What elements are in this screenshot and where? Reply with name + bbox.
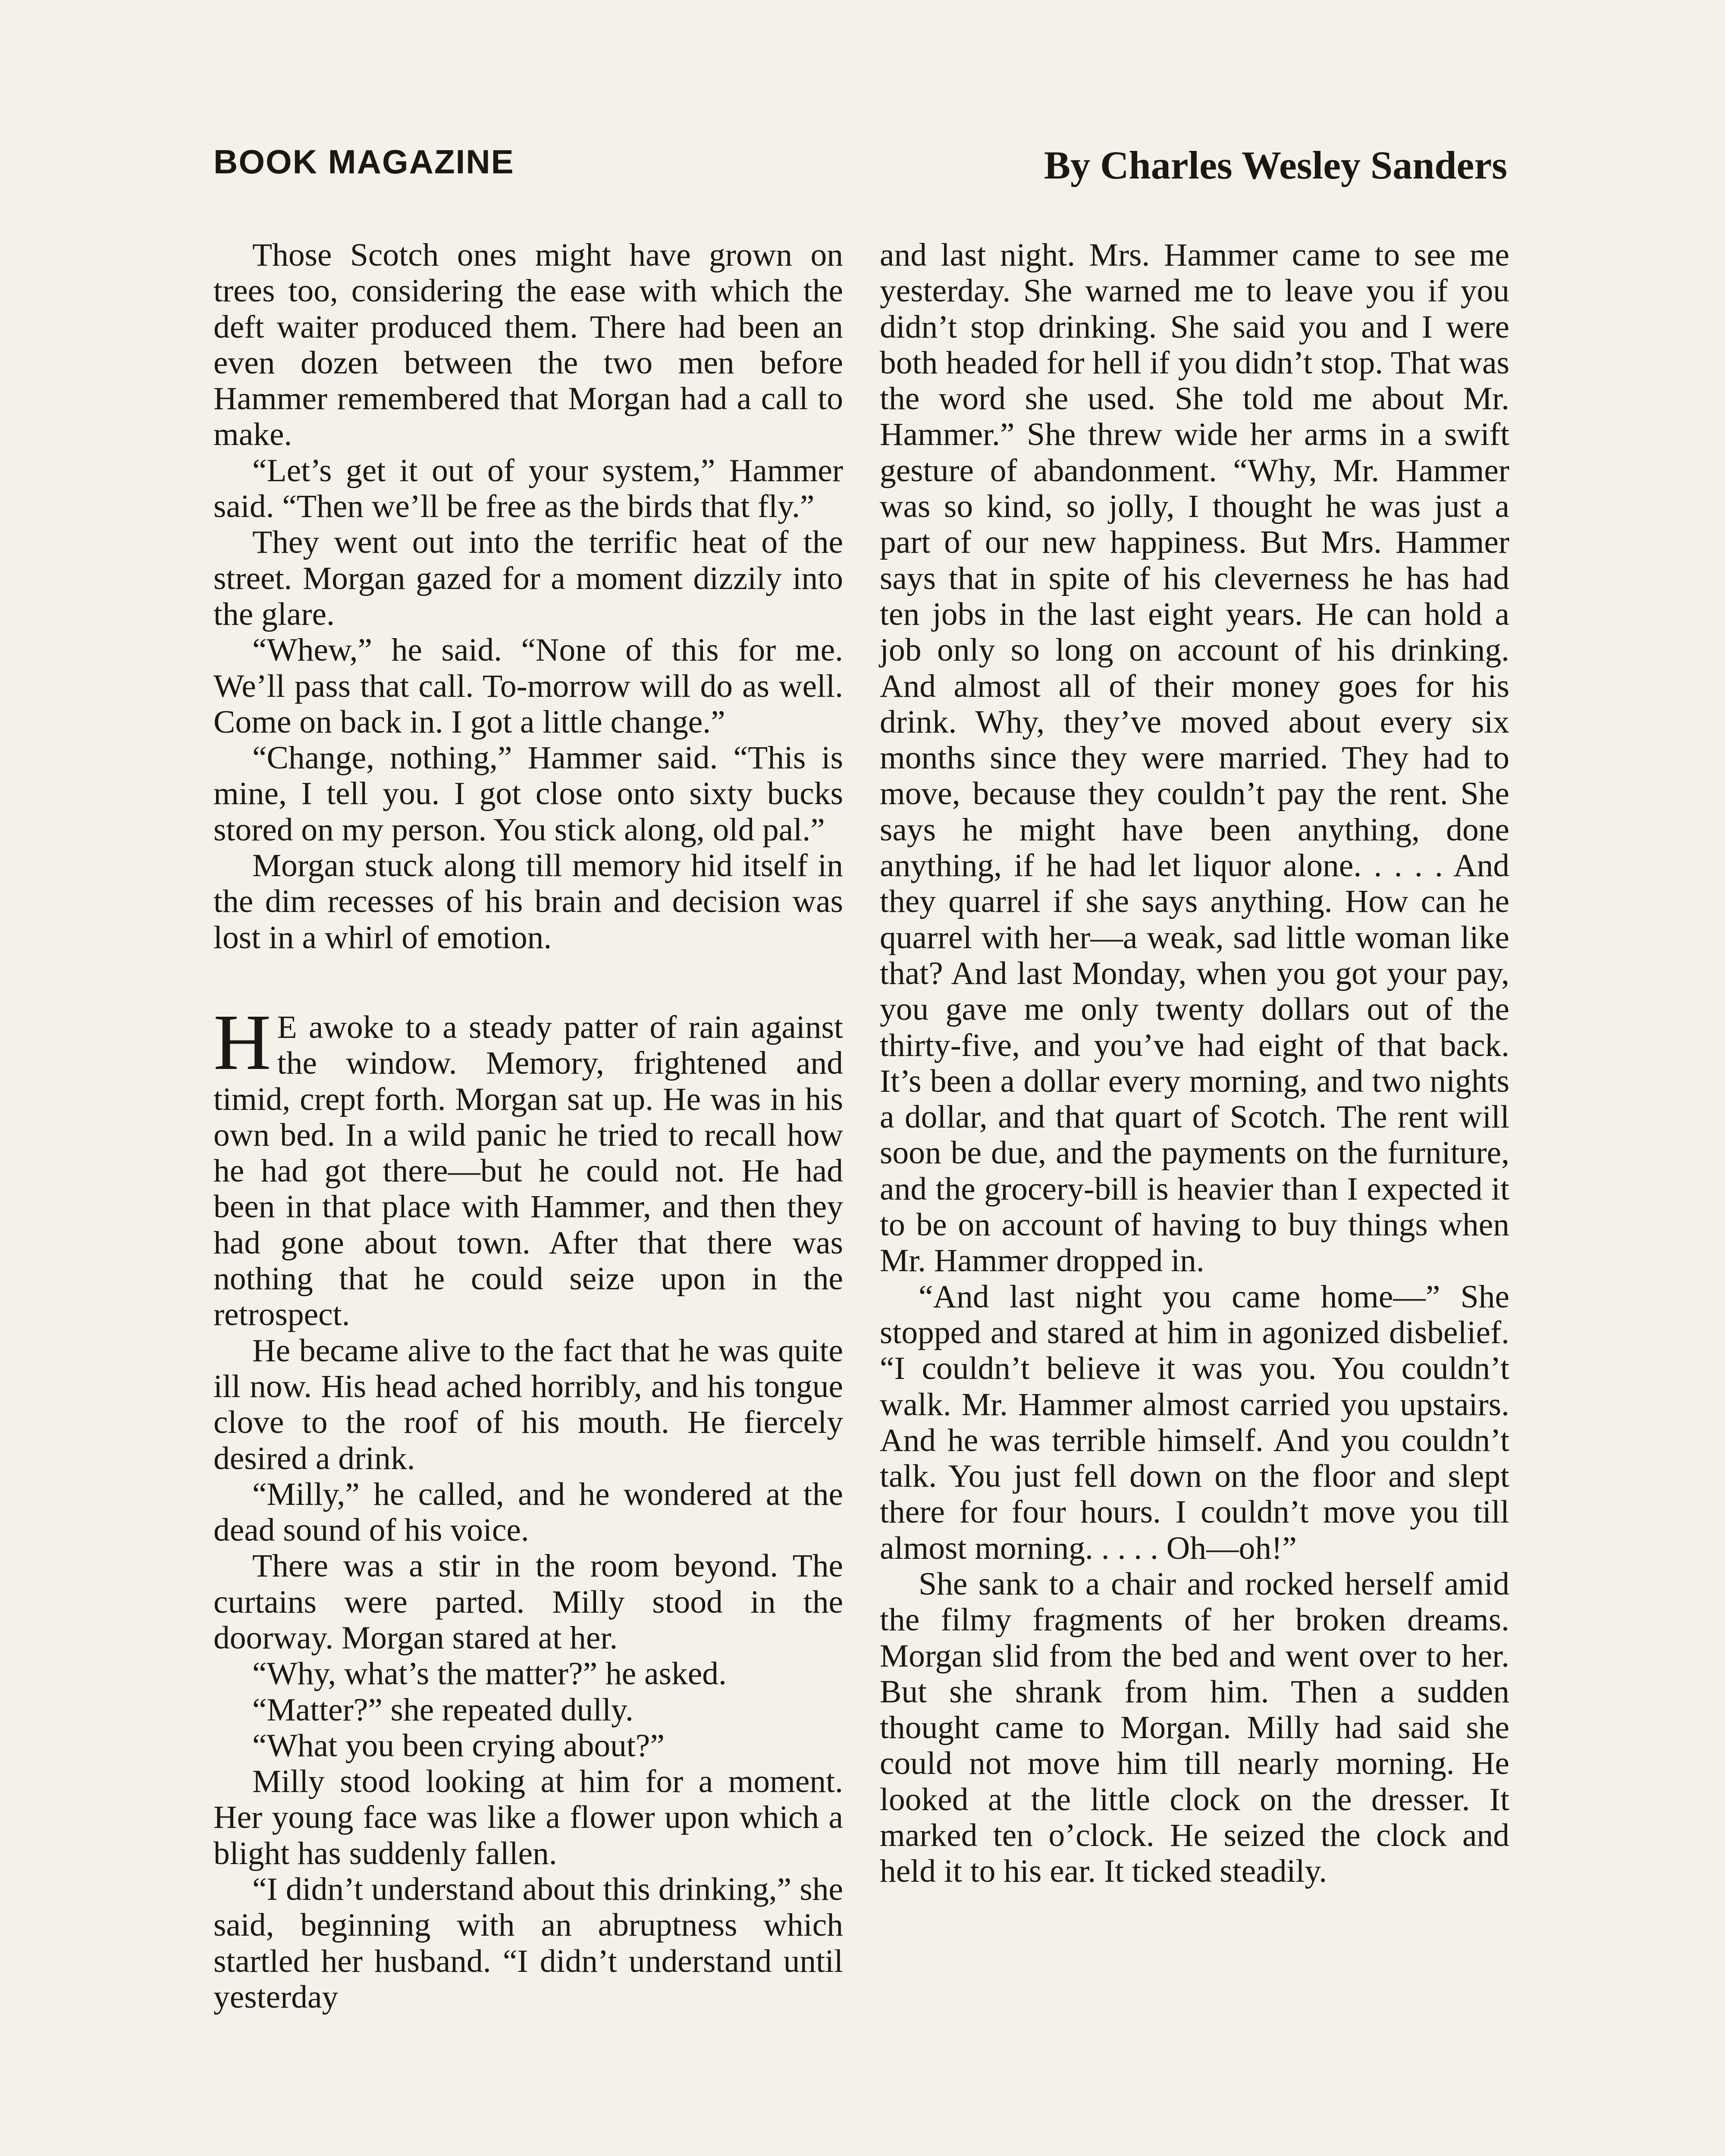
section-opening-paragraph bbox=[213, 998, 843, 1333]
paragraph: “Why, what’s the matter?” he asked. bbox=[252, 1656, 727, 1692]
paragraph: “Whew,” he said. “None of this for me. We’ll pass that call. To-morrow will do as well. Come on back in. I got a little change.” bbox=[213, 632, 843, 740]
paragraph: There was a stir in the room beyond. The curtains were parted. Milly stood in the doorway. Morgan stared at her. bbox=[213, 1548, 843, 1656]
paragraph: They went out into the terrific heat of the street. Morgan gazed for a moment dizzily into the glare. bbox=[213, 524, 843, 632]
paragraph: She sank to a chair and rocked herself amid the filmy fragments of her broken dreams. Morgan slid from the bed and went over to her. But she shrank from him. Then a sudden thought came to Morgan. Milly had said she could not move him till nearly morning. He looked at the little clock on the dresser. It marked ten o’clock. He seized the clock and held it to his ear. It ticked steadily. bbox=[880, 1566, 1509, 1890]
paragraph: “Matter?” she repeated dully. bbox=[252, 1692, 634, 1728]
paragraph: “What you been crying about?” bbox=[252, 1727, 665, 1764]
paragraph: “Change, nothing,” Hammer said. “This is mine, I tell you. I got close onto sixty bucks stored on my person. You stick along, old pal.” bbox=[213, 740, 843, 848]
paragraph: “And last night you came home—” She stopped and stared at him in agonized disbelief. “I couldn’t believe it was you. You couldn’t walk. Mr. Hammer almost carried you upstairs. And he was terrible himself. And you couldn’t talk. You just fell down on the floor and slept there for four hours. I couldn’t move you till almost morning. . . . . Oh—oh!” bbox=[880, 1279, 1509, 1566]
author-byline: By Charles Wesley Sanders bbox=[1044, 143, 1507, 187]
text-column-right bbox=[880, 237, 1509, 1890]
magazine-title: BOOK MAGAZINE bbox=[213, 143, 514, 181]
paragraph: “Milly,” he called, and he wondered at the dead sound of his voice. bbox=[213, 1476, 843, 1548]
paragraph: He became alive to the fact that he was quite ill now. His head ached horribly, and his tongue clove to the roof of his mouth. He fiercely desired a drink. bbox=[213, 1332, 843, 1476]
paragraph: Morgan stuck along till memory hid itself in the dim recesses of his brain and decision was lost in a whirl of emotion. bbox=[213, 848, 843, 956]
drop-cap: H bbox=[213, 998, 271, 1087]
running-header bbox=[213, 142, 1507, 194]
continued-paragraph: and last night. Mrs. Hammer came to see me yesterday. She warned me to leave you if you didn’t stop drinking. She said you and I were both headed for hell if you didn’t stop. That was the word she used. She told me about Mr. Hammer.” She threw wide her arms in a swift gesture of abandonment. “Why, Mr. Hammer was so kind, so jolly, I thought he was just a part of our new happiness. But Mrs. Hammer says that in spite of his cleverness he has had ten jobs in the last eight years. He can hold a job only so long on account of his drinking. And almost all of their money goes for his drink. Why, they’ve moved about every six months since they were married. They had to move, because they couldn’t pay the rent. She says he might have been anything, done anything, if he had let liquor alone. . . . . And they quarrel if she says anything. How can he quarrel with her—a weak, sad little woman like that? And last Monday, when you got your pay, you gave me only twenty dollars out of the thirty-five, and you’ve had eight of that back. It’s been a dollar every morning, and two nights a dollar, and that quart of Scotch. The rent will soon be due, and the payments on the furniture, and the grocery-bill is heavier than I expected it to be on account of having to buy things when Mr. Hammer dropped in. bbox=[880, 237, 1509, 1279]
section-opening-text: E awoke to a steady patter of rain against the window. Memory, frightened and timid, crept forth. Morgan sat up. He was in his own bed. In a wild panic he tried to recall how he had got there—but he could not. He had been in that place with Hammer, and then they had gone about town. After that there was nothing that he could seize upon in the retrospect. bbox=[213, 1009, 843, 1333]
paragraph: “Let’s get it out of your system,” Hammer said. “Then we’ll be free as the birds that fly.” bbox=[213, 452, 843, 525]
paragraph: “I didn’t understand about this drinking,” she said, beginning with an abruptness which startled her husband. “I didn’t understand until yesterday bbox=[213, 1871, 843, 2015]
paragraph: Milly stood looking at him for a moment. Her young face was like a flower upon which a blight has suddenly fallen. bbox=[213, 1764, 843, 1871]
paragraph: Those Scotch ones might have grown on trees too, considering the ease with which the deft waiter produced them. There had been an even dozen between the two men before Hammer remembered that Morgan had a call to make. bbox=[213, 237, 843, 453]
text-column-left bbox=[213, 237, 843, 2015]
